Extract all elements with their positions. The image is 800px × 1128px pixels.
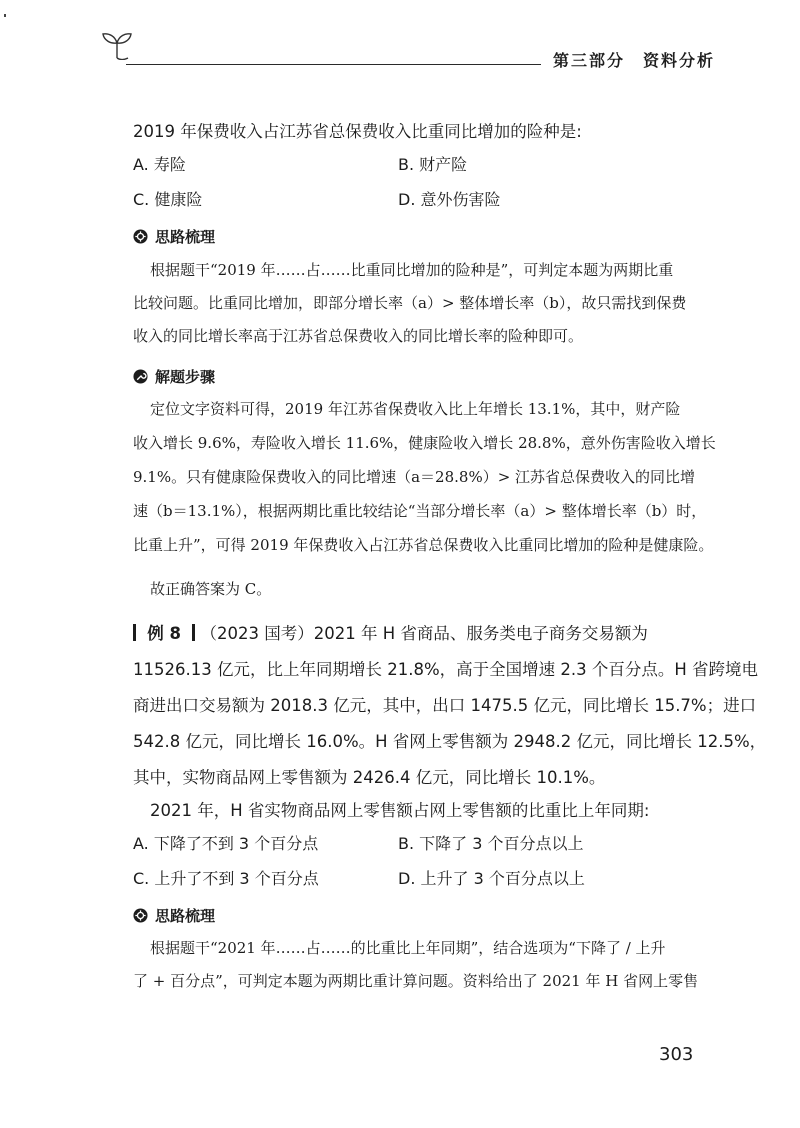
wrench-icon — [133, 369, 148, 384]
example-label: 例 8 — [147, 624, 181, 643]
analysis-heading — [133, 905, 215, 926]
steps-heading-label: 解题步骤 — [155, 368, 216, 386]
option-d: D. 上升了 3 个百分点以上 — [398, 869, 585, 888]
analysis-line: 比较问题。比重同比增加，即部分增长率（a）> 整体增长率（b），故只需找到保费 — [133, 294, 687, 312]
steps-line: 收入增长 9.6%，寿险收入增长 11.6%，健康险收入增长 28.8%，意外伤害险收入增长 — [133, 434, 716, 452]
section-header: 第三部分 资料分析 — [553, 51, 716, 70]
option-a: A. 寿险 — [133, 155, 186, 174]
steps-line: 比重上升”，可得 2019 年保费收入占江苏省总保费收入比重同比增加的险种是健康险。 — [133, 536, 714, 554]
example-header — [133, 620, 648, 644]
example-line: 542.8 亿元，同比增长 16.0%。H 省网上零售额为 2948.2 亿元，同比增长 12.5%， — [133, 732, 767, 751]
example-line: 商进出口交易额为 2018.3 亿元，其中，出口 1475.5 亿元，同比增长 15.7%；进口 — [133, 696, 757, 715]
example-marker — [192, 624, 195, 641]
option-c: C. 健康险 — [133, 190, 203, 209]
example-line: 其中，实物商品网上零售额为 2426.4 亿元，同比增长 10.1%。 — [133, 768, 606, 787]
example-text: （2023 国考）2021 年 H 省商品、服务类电子商务交易额为 — [200, 624, 648, 643]
page-number: 303 — [659, 1044, 694, 1065]
analysis-heading — [133, 226, 215, 247]
example-marker — [133, 624, 136, 641]
example-question: 2021 年，H 省实物商品网上零售额占网上零售额的比重比上年同期: — [150, 801, 650, 820]
analysis-line: 了 + 百分点”，可判定本题为两期比重计算问题。资料给出了 2021 年 H 省网上零售 — [133, 972, 699, 990]
analysis-line: 收入的同比增长率高于江苏省总保费收入的同比增长率的险种即可。 — [133, 327, 584, 345]
analysis-heading-label: 思路梳理 — [155, 907, 216, 925]
option-a: A. 下降了不到 3 个百分点 — [133, 834, 319, 853]
option-c: C. 上升了不到 3 个百分点 — [133, 869, 319, 888]
steps-line: 定位文字资料可得，2019 年江苏省保费收入比上年增长 13.1%，其中，财产险 — [150, 400, 681, 418]
example-line: 11526.13 亿元，比上年同期增长 21.8%，高于全国增速 2.3 个百分点。H 省跨境电 — [133, 660, 759, 679]
gear-icon — [133, 908, 148, 923]
scan-speck — [4, 14, 6, 17]
header-rule — [126, 64, 541, 65]
analysis-heading-label: 思路梳理 — [155, 228, 216, 246]
steps-heading — [133, 366, 215, 387]
gear-icon — [133, 229, 148, 244]
analysis-line: 根据题干“2019 年……占……比重同比增加的险种是”，可判定本题为两期比重 — [150, 261, 674, 279]
answer-line: 故正确答案为 C。 — [150, 580, 272, 598]
steps-line: 9.1%。只有健康险保费收入的同比增速（a＝28.8%）> 江苏省总保费收入的同比增 — [133, 468, 696, 486]
option-b: B. 下降了 3 个百分点以上 — [398, 834, 584, 853]
option-b: B. 财产险 — [398, 155, 468, 174]
question-text: 2019 年保费收入占江苏省总保费收入比重同比增加的险种是: — [133, 122, 582, 141]
analysis-line: 根据题干“2021 年……占……的比重比上年同期”，结合选项为“下降了 / 上升 — [150, 939, 666, 957]
steps-line: 速（b＝13.1%），根据两期比重比较结论“当部分增长率（a）> 整体增长率（b）时， — [133, 502, 707, 520]
option-d: D. 意外伤害险 — [398, 190, 501, 209]
sprout-icon — [100, 30, 134, 60]
